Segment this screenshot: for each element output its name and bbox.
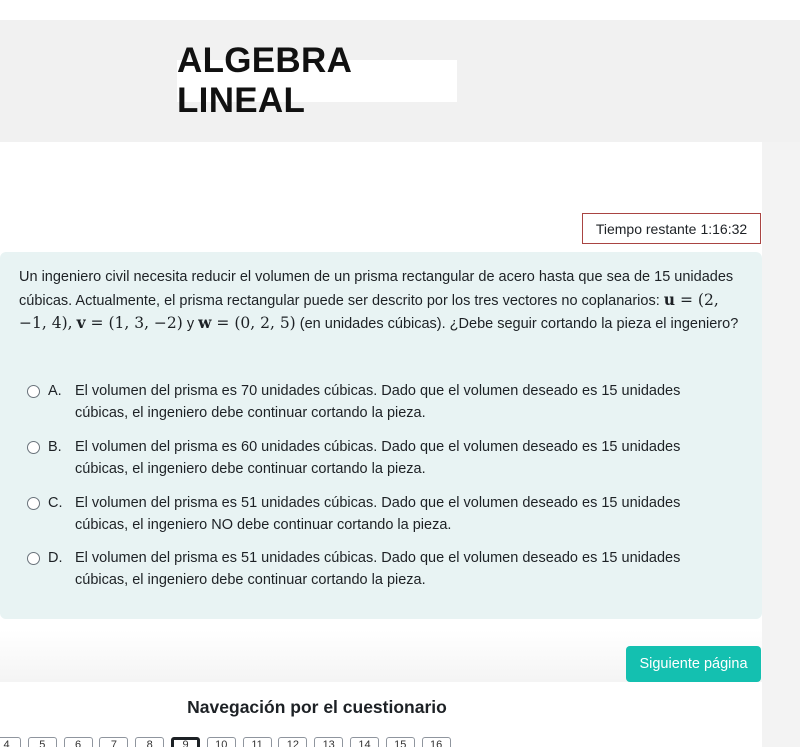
nav-page-6-button[interactable]: 6 bbox=[64, 737, 93, 747]
conjunction-y: y bbox=[186, 316, 195, 332]
option-text[interactable]: El volumen del prisma es 60 unidades cúbicas. Dado que el volumen deseado es 15 unidades cúbicas, el ingeniero debe continuar cortando la pieza. bbox=[75, 439, 681, 477]
option-letter: A. bbox=[48, 383, 62, 399]
nav-page-7-button[interactable]: 7 bbox=[99, 737, 128, 747]
nav-page-16-button[interactable]: 16 bbox=[422, 737, 451, 747]
question-text-part2: (en unidades cúbicas). ¿Debe seguir cortando la pieza el ingeniero? bbox=[299, 316, 739, 332]
radio-c[interactable] bbox=[27, 497, 40, 510]
timer-label: Tiempo restante bbox=[595, 220, 697, 237]
option-text[interactable]: El volumen del prisma es 70 unidades cúbicas. Dado que el volumen deseado es 15 unidades cúbicas, el ingeniero debe continuar cortando la pieza. bbox=[75, 383, 681, 421]
nav-page-13-button[interactable]: 13 bbox=[314, 737, 343, 747]
option-text[interactable]: El volumen del prisma es 51 unidades cúbicas. Dado que el volumen deseado es 15 unidades cúbicas, el ingeniero NO debe continuar cortando la pieza. bbox=[75, 495, 681, 533]
nav-page-12-button[interactable]: 12 bbox=[278, 737, 307, 747]
nav-page-4-button[interactable]: 4 bbox=[0, 737, 21, 747]
vector-v: v = (1, 3, −2) bbox=[76, 313, 183, 332]
radio-d[interactable] bbox=[27, 552, 40, 565]
nav-page-8-button[interactable]: 8 bbox=[135, 737, 164, 747]
option-a[interactable] bbox=[0, 380, 762, 426]
right-gutter bbox=[762, 142, 800, 747]
option-letter: B. bbox=[48, 439, 62, 455]
radio-b[interactable] bbox=[27, 441, 40, 454]
option-letter: D. bbox=[48, 550, 63, 566]
vector-w: w = (0, 2, 5) bbox=[198, 313, 296, 332]
option-d[interactable] bbox=[0, 547, 762, 593]
radio-a[interactable] bbox=[27, 385, 40, 398]
nav-page-9-button[interactable]: 9 bbox=[171, 737, 200, 747]
nav-page-14-button[interactable]: 14 bbox=[350, 737, 379, 747]
option-b[interactable] bbox=[0, 436, 762, 482]
question-text-part1: Un ingeniero civil necesita reducir el volumen de un prisma rectangular de acero hasta que sea de 15 unidades cúbicas. Actualmente, el prisma rectangular puede ser descrito por los tres vectores no coplanarios: bbox=[19, 269, 734, 309]
question-text bbox=[19, 266, 749, 336]
next-page-button[interactable]: Siguiente página bbox=[626, 646, 761, 682]
option-c[interactable] bbox=[0, 492, 762, 538]
nav-page-5-button[interactable]: 5 bbox=[28, 737, 57, 747]
nav-page-10-button[interactable]: 10 bbox=[207, 737, 236, 747]
page-title-box bbox=[177, 41, 457, 120]
timer bbox=[582, 213, 761, 244]
page-title: ALGEBRA LINEAL bbox=[177, 41, 351, 120]
nav-page-15-button[interactable]: 15 bbox=[386, 737, 415, 747]
vector-u: u = (2, −1, 4), bbox=[19, 289, 719, 332]
timer-value: 1:16:32 bbox=[700, 220, 748, 237]
quiz-navigation-title: Navegación por el cuestionario bbox=[187, 697, 447, 717]
quiz-navigation bbox=[0, 737, 762, 747]
nav-page-11-button[interactable]: 11 bbox=[243, 737, 272, 747]
option-letter: C. bbox=[48, 495, 63, 511]
option-text[interactable]: El volumen del prisma es 51 unidades cúbicas. Dado que el volumen deseado es 15 unidades cúbicas, el ingeniero debe continuar cortando la pieza. bbox=[75, 550, 681, 588]
